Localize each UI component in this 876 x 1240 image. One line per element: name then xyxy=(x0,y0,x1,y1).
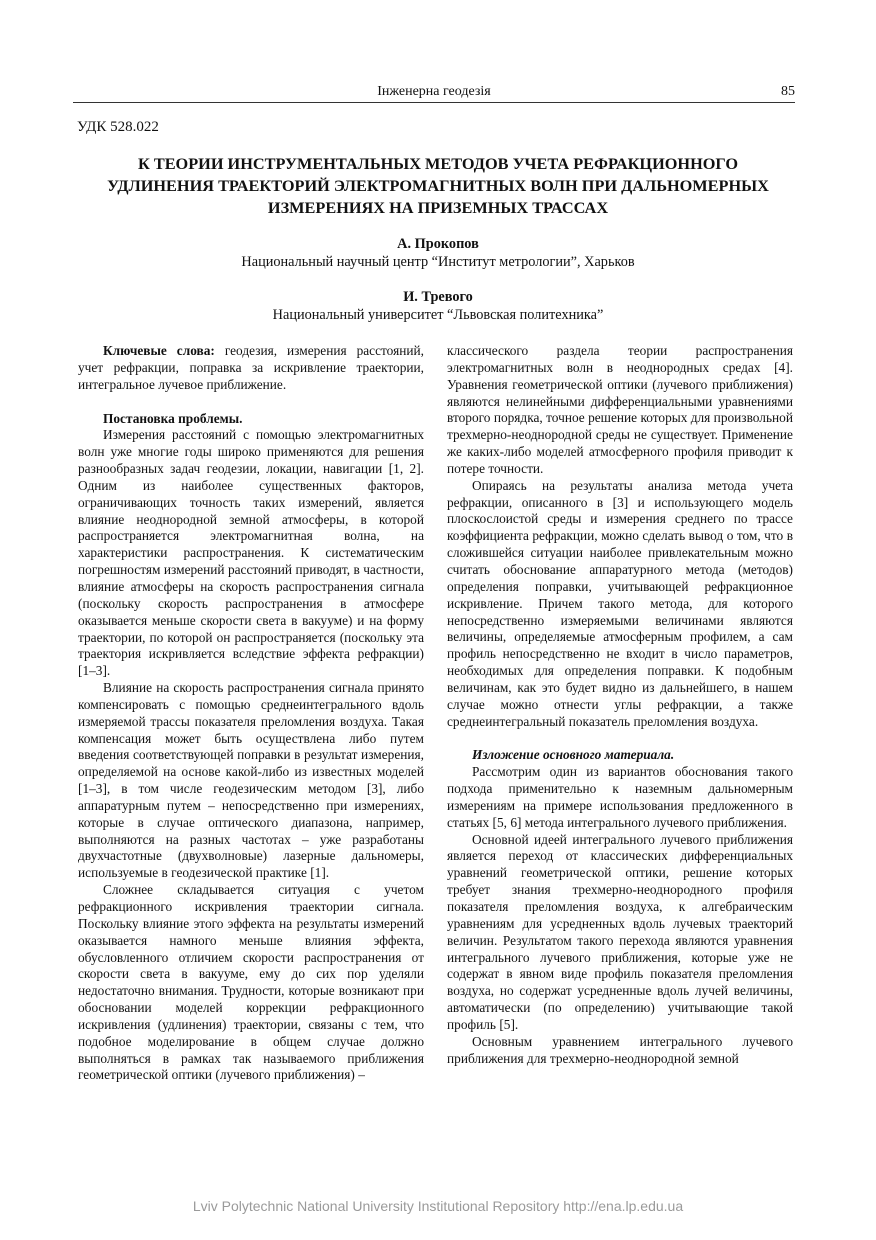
page-number: 85 xyxy=(781,84,795,99)
running-head xyxy=(73,84,795,103)
keywords xyxy=(78,343,424,394)
left-column xyxy=(78,343,424,1084)
repository-footer: Lviv Polytechnic National University Institutional Repository http://ena.lp.edu.ua xyxy=(192,1198,684,1214)
keywords-text: геодезия, измерения расстояний, учет рефракции, поправка за искривление траектории, интегральное лучевое приближение. xyxy=(78,343,424,392)
paragraph: Влияние на скорость распространения сигнала принято компенсировать с помощью среднеинтегрального вдоль измеряемой трассы показателя преломления воздуха. Такая компенсация может быть осуществлена либо путем введения соответствующей поправки в результат измерения, определяемой на основе какой-либо из известных моделей [1–3], в том числе геодезическим методом [3], либо аппаратурным путем – непосредственно при измерениях, которые в случае оптического диапазона, например, выполняются на разных частотах – уже разработаны двухчастотные (двухволновые) лазерные дальномеры, используемые в геодезической практике [1]. xyxy=(78,680,424,881)
author-name-1: А. Прокопов xyxy=(397,236,479,252)
paragraph-continuation: классического раздела теории распространения электромагнитных волн в неоднородных средах [4]. Уравнения геометрической оптики (лучевого приближения) являются нелинейными дифференциальными уравнениями второго порядка, точное решение которых для произвольной трехмерно-неоднородной среды не существует. Применение же каких-либо моделей атмосферного профиля приводит к потере точности. xyxy=(447,343,793,476)
author-affiliation-1: Национальный научный центр “Институт метрологии”, Харьков xyxy=(241,254,635,270)
section-heading-main: Изложение основного материала. xyxy=(472,747,675,763)
paragraph: Основным уравнением интегрального лучевого приближения для трехмерно-неоднородной земной xyxy=(447,1033,793,1066)
author-affiliation-2: Национальный университет “Львовская политехника” xyxy=(272,307,604,323)
author-name-2: И. Тревого xyxy=(403,289,473,305)
paragraph: Измерения расстояний с помощью электромагнитных волн уже многие годы широко применяются для решения разнообразных задач геодезии, локации, навигации [1, 2]. Одним из наиболее существенных факторов, ограничивающих точность таких измерений, является влияние неоднородной земной атмосферы, в которой распространяется электромагнитная волна, на характеристики распространения. К систематическим погрешностям измерений расстояний приводят, в частности, влияние атмосферы на скорость распространения сигнала (поскольку скорость распространения в атмосфере оказывается меньше скорости света в вакууме) и на форму траектории, по которой он распространяется (поскольку эта траектория искривляется вследствие эффекта рефракции) [1–3]. xyxy=(78,427,424,679)
paragraph: Опираясь на результаты анализа метода учета рефракции, описанного в [3] и использующего модель плоскослоистой среды и измерения среднего по трассе коэффициента рефракции, можно сделать вывод о том, что в сложившейся ситуации наиболее привлекательным можно считать обоснование аппаратурного метода (методов) определения поправки, учитывающей рефракционное искривление. Причем такого метода, для которого непосредственно измеряемыми величинами являются величины, определяемые атмосферным профилем, а сам профиль непосредственно не входит в число параметров, необходимых для определения поправки. К подобным величинам, как это будет видно из дальнейшего, в нашем случае можно отнести углы рефракции, а также среднеинтегральный показатель преломления воздуха. xyxy=(447,477,793,729)
keywords-label: Ключевые слова: xyxy=(103,343,215,358)
section-heading-problem: Постановка проблемы. xyxy=(103,410,243,426)
paragraph: Рассмотрим один из вариантов обоснования такого подхода применительно к наземным дальномерным измерениям на примере использования предложенного в статьях [5, 6] метода интегрального лучевого приближения. xyxy=(447,764,793,830)
article-title: К ТЕОРИИ ИНСТРУМЕНТАЛЬНЫХ МЕТОДОВ УЧЕТА РЕФРАКЦИОННОГО УДЛИНЕНИЯ ТРАЕКТОРИЙ ЭЛЕКТРОМАГНИТНЫХ ВОЛН ПРИ ДАЛЬНОМЕРНЫХ ИЗМЕРЕНИЯХ НА ПРИЗЕМНЫХ ТРАССАХ xyxy=(107,154,769,217)
paragraph: Основной идеей интегрального лучевого приближения является переход от классических дифференциальных уравнений геометрической оптики, решение которых требует знания трехмерно-неоднородного профиля показателя преломления воздуха, к алгебраическим уравнениям для усредненных вдоль лучевых траекторий величин. Результатом такого перехода являются уравнения интегрального лучевого приближения, которые уже не содержат в явном виде профиль показателя преломления воздуха, но содержат усредненные вдоль лучей величины, автоматически (по определению) учитывающие такой профиль [5]. xyxy=(447,831,793,1032)
paragraph: Сложнее складывается ситуация с учетом рефракционного искривления траектории сигнала. Поскольку влияние этого эффекта на результаты измерений оказывается намного меньше влияния эффекта, обусловленного отличием скорости распространения от скорости света в вакууме, ему до сих пор уделяли недостаточно внимания. Трудности, которые возникают при обосновании моделей коррекции рефракционного искривления (удлинения) траектории, связаны с тем, что подобное моделирование в общем случае должно выполняться в рамках так называемого приближения геометрической оптики (лучевого приближения) – xyxy=(78,882,424,1083)
right-column xyxy=(447,343,793,1067)
journal-name: Інженерна геодезія xyxy=(377,84,491,99)
udc-code: УДК 528.022 xyxy=(77,119,159,135)
